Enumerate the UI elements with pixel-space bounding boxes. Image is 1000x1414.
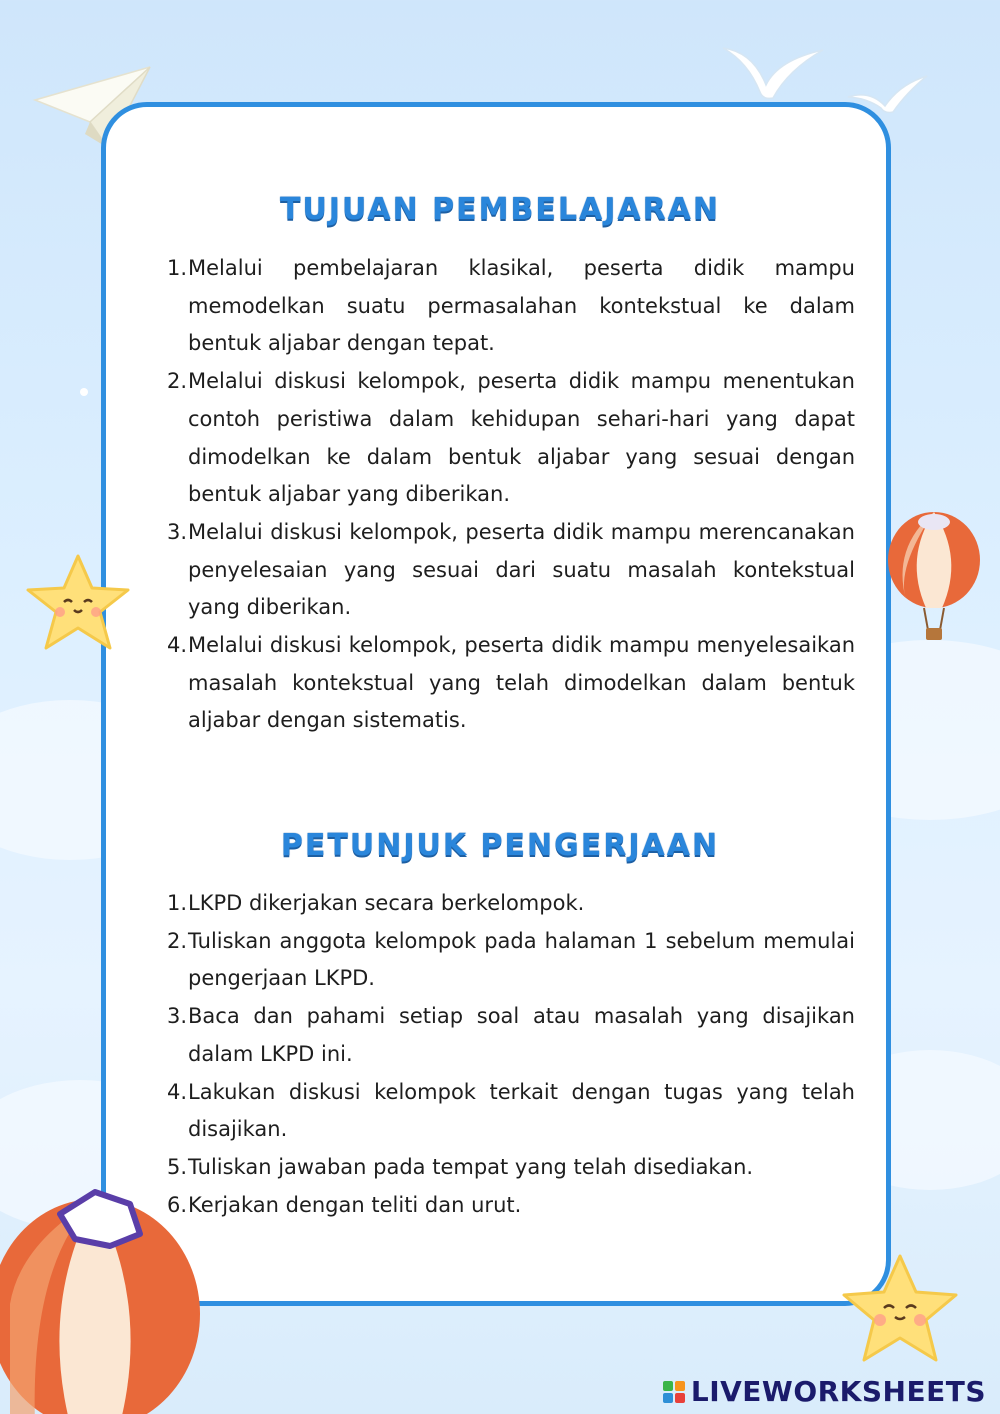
brand-mark-icon [663, 1381, 685, 1403]
brand-name: LIVEWORKSHEETS [690, 1375, 986, 1408]
tujuan-title: TUJUAN PEMBELAJARAN [279, 192, 721, 227]
item-text: Melalui diskusi kelompok, peserta didik mampu menyelesaikan masalah kontekstual yang telah dimodelkan dalam bentuk aljabar dengan sistematis. [188, 633, 855, 733]
hot-air-balloon-icon [884, 508, 984, 648]
item-number: 2. [166, 369, 187, 394]
list-item [165, 627, 855, 740]
list-item [165, 1187, 855, 1225]
smiling-star-icon [838, 1250, 962, 1368]
list-item [165, 1074, 855, 1149]
item-text: Tuliskan anggota kelompok pada halaman 1 sebelum memulai pengerjaan LKPD. [188, 928, 855, 991]
item-number: 4. [166, 1079, 187, 1104]
item-number: 2. [166, 928, 187, 953]
item-number: 3. [166, 519, 187, 544]
item-text: Melalui pembelajaran klasikal, peserta didik mampu memodelkan suatu permasalahan kontekstual ke dalam bentuk aljabar dengan tepat. [188, 256, 855, 356]
item-number: 4. [166, 633, 187, 658]
list-item [165, 363, 855, 514]
list-item [165, 514, 855, 627]
list-item [165, 998, 855, 1073]
hot-air-balloon-icon [0, 1184, 200, 1414]
item-text: LKPD dikerjakan secara berkelompok. [188, 891, 585, 915]
list-item [165, 1149, 855, 1187]
list-item [165, 885, 855, 923]
item-number: 5. [166, 1154, 187, 1179]
seagull-icon [718, 40, 828, 105]
item-text: Melalui diskusi kelompok, peserta didik mampu menentukan contoh peristiwa dalam kehidupan sehari-hari yang dapat dimodelkan ke dalam bentuk aljabar yang sesuai dengan bentuk aljabar yang diberikan. [188, 369, 855, 507]
list-item [165, 250, 855, 363]
smiling-star-icon [22, 550, 134, 655]
petunjuk-title: PETUNJUK PENGERJAAN [280, 828, 720, 863]
sparkle-dot [80, 388, 88, 396]
item-number: 3. [166, 1004, 187, 1029]
item-number: 1. [166, 891, 187, 915]
liveworksheets-logo [663, 1375, 986, 1408]
list-item [165, 923, 855, 998]
item-text: Lakukan diskusi kelompok terkait dengan tugas yang telah disajikan. [188, 1079, 855, 1142]
item-text: Baca dan pahami setiap soal atau masalah yang disajikan dalam LKPD ini. [188, 1004, 855, 1066]
tujuan-list [165, 250, 855, 740]
item-number: 6. [166, 1192, 187, 1217]
item-number: 1. [166, 256, 187, 280]
petunjuk-list [165, 885, 855, 1224]
item-text: Kerjakan dengan teliti dan urut. [188, 1192, 522, 1217]
item-text: Melalui diskusi kelompok, peserta didik mampu merencanakan penyelesaian yang sesuai dari suatu masalah kontekstual yang diberikan. [188, 519, 855, 620]
item-text: Tuliskan jawaban pada tempat yang telah disediakan. [188, 1154, 754, 1179]
